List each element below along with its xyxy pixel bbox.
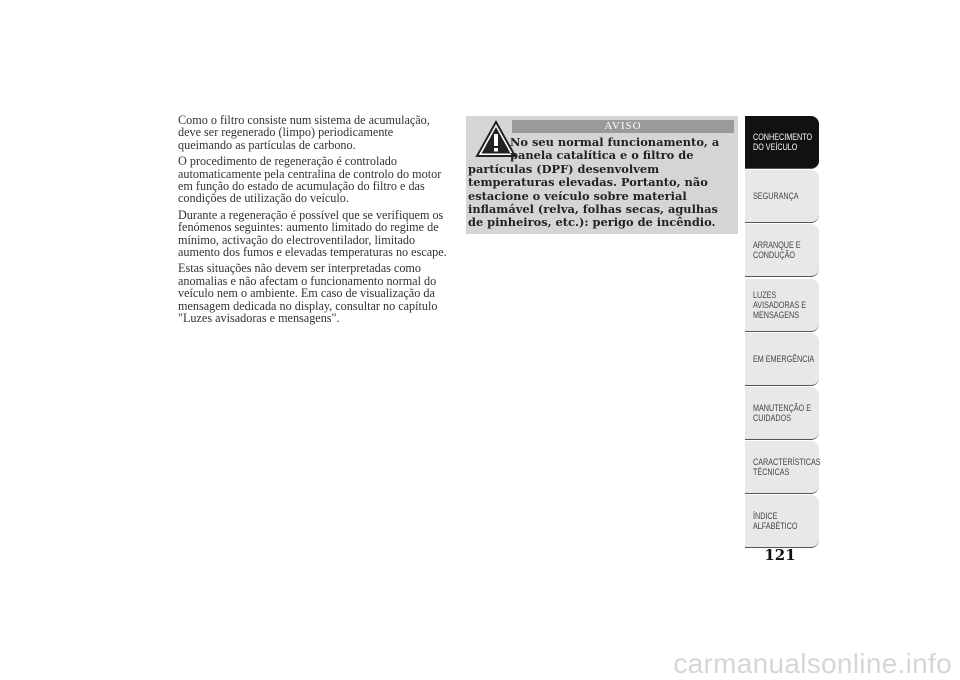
body-text-column xyxy=(178,114,450,329)
warning-text xyxy=(468,136,734,230)
tab-conhecimento-do-veiculo[interactable]: CONHECIMENTO DO VEÍCULO xyxy=(745,116,819,169)
page-number: 121 xyxy=(764,546,796,564)
tab-caracteristicas-tecnicas[interactable]: CARACTERÍSTICAS TÉCNICAS xyxy=(745,441,819,494)
warning-title: AVISO xyxy=(512,120,734,133)
paragraph: Durante a regeneração é possível que se verifiquem os fenómenos seguintes: aumento limitado do regime de mínimo, activação do electroventilador, limitado aumento dos fumos e elevadas temperaturas no escape. xyxy=(178,207,447,260)
tab-luzes-avisadoras[interactable]: LUZES AVISADORAS E MENSAGENS xyxy=(745,279,819,332)
chapter-tabs xyxy=(745,116,819,550)
warning-text-rest: partículas (DPF) desenvolvem temperaturas elevadas. Portanto, não estacione o veículo sobre material inflamável (relva, folhas secas, agulhas de pinheiros, etc.): perigo de incêndio. xyxy=(468,161,718,230)
warning-text-indent: No seu normal funcionamento, a panela catalítica e o filtro de xyxy=(510,135,720,163)
tab-arranque-e-conducao[interactable]: ARRANQUE E CONDUÇÃO xyxy=(745,224,819,277)
paragraph: O procedimento de regeneração é controlado automaticamente pela centralina de controlo do motor em função do estado de acumulação do filtro e das condições de utilização do veículo. xyxy=(178,154,442,206)
tab-seguranca[interactable]: SEGURANÇA xyxy=(745,170,819,223)
paragraph: Estas situações não devem ser interpretadas como anomalias e não afectam o funcionamento normal do veículo nem o ambiente. Em caso de visualização da mensagem dedicada no display, consultar no capítulo "Luzes avisadoras e mensagens". xyxy=(178,261,438,326)
tab-indice-alfabetico[interactable]: ÍNDICE ALFABÉTICO xyxy=(745,495,819,548)
tab-manutencao[interactable]: MANUTENÇÃO E CUIDADOS xyxy=(745,387,819,440)
watermark: carmanualsonline.info xyxy=(673,648,952,679)
tab-em-emergencia[interactable]: EM EMERGÊNCIA xyxy=(745,333,819,386)
paragraph: Como o filtro consiste num sistema de acumulação, deve ser regenerado (limpo) periodicamente queimando as partículas de carbono. xyxy=(178,113,430,152)
warning-box xyxy=(466,116,738,234)
